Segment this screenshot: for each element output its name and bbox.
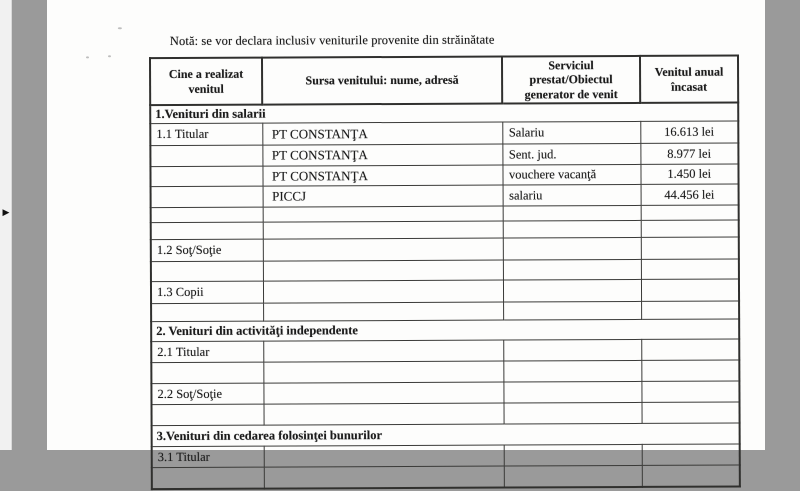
- table-cell: [150, 166, 262, 186]
- table-cell: [263, 302, 503, 321]
- table-row: [150, 143, 738, 167]
- scan-speck: [86, 56, 89, 58]
- table-cell: 1.1 Titular: [150, 123, 262, 145]
- header-serviciul-prestat: Serviciul prestat/Obiectul generator de venit: [502, 56, 640, 104]
- table-row: [152, 402, 740, 426]
- table-cell: [263, 260, 503, 281]
- table-cell: [641, 301, 739, 319]
- table-cell: [503, 206, 641, 222]
- section-label: 1.Venituri din salarii: [150, 103, 738, 124]
- table-cell: [151, 207, 263, 222]
- scan-speck: [108, 55, 111, 57]
- table-cell: [263, 382, 503, 404]
- table-cell: [504, 403, 642, 425]
- table-cell: [503, 302, 641, 321]
- table-cell: [503, 221, 641, 239]
- table-cell: [504, 466, 642, 488]
- table-cell: [503, 260, 641, 281]
- table-row: [151, 360, 739, 384]
- table-cell: [151, 261, 263, 281]
- table-cell: [152, 404, 264, 425]
- header-venitul-anual: Venitul anual încasat: [640, 56, 738, 104]
- table-cell: [151, 303, 263, 321]
- table-cell: 2.2 Soţ/Soţie: [151, 383, 263, 404]
- table-cell: [641, 279, 739, 301]
- table-cell: [503, 361, 641, 383]
- table-cell: [503, 340, 641, 362]
- table-cell: [263, 280, 503, 303]
- income-table: [149, 55, 741, 491]
- table-row: [151, 279, 739, 304]
- table-row: [150, 164, 738, 187]
- sidebar-expand-icon[interactable]: ▶: [2, 207, 10, 218]
- table-cell: vouchere vacanţă: [502, 165, 640, 186]
- table-cell: 1.2 Soţ/Soţie: [151, 239, 263, 261]
- table-cell: Sent. jud.: [502, 144, 640, 166]
- table-row: [152, 444, 740, 468]
- table-cell: [151, 222, 263, 239]
- table-cell: [642, 465, 740, 487]
- collapsed-sidebar: [0, 0, 12, 450]
- header-cine-a-realizat-venitul: Cine a realizat venitul: [150, 58, 262, 106]
- table-cell: [150, 145, 262, 166]
- table-header-row: [150, 56, 738, 106]
- section-row: [152, 423, 740, 447]
- table-cell: [641, 220, 739, 237]
- table-cell: [264, 403, 504, 425]
- section-row: [151, 319, 739, 342]
- table-cell: [263, 238, 503, 261]
- table-cell: salariu: [503, 185, 641, 207]
- table-cell: [151, 362, 263, 383]
- table-cell: [263, 206, 503, 222]
- table-cell: [264, 445, 504, 467]
- scanned-page: [47, 0, 765, 464]
- table-cell: [503, 382, 641, 404]
- table-cell: [504, 445, 642, 467]
- table-cell: PT CONSTANŢA: [262, 165, 502, 186]
- table-cell: Salariu: [502, 122, 640, 145]
- table-cell: 1.3 Copii: [151, 281, 263, 303]
- table-cell: [642, 444, 740, 465]
- table-row: [150, 121, 738, 146]
- table-cell: [264, 466, 504, 489]
- section-label: 2. Venituri din activităţi independente: [151, 319, 739, 342]
- section-label: 3.Venituri din cedarea folosinţei bunurilor: [152, 423, 740, 447]
- table-cell: 1.450 lei: [640, 164, 738, 184]
- declaration-note: Notă: se vor declara inclusiv veniturile provenite din străinătate: [169, 32, 495, 48]
- table-cell: [503, 280, 641, 303]
- table-cell: [641, 259, 739, 279]
- table-cell: PT CONSTANŢA: [262, 122, 502, 145]
- table-cell: [641, 237, 739, 259]
- table-cell: 8.977 lei: [640, 143, 738, 164]
- table-cell: 3.1 Titular: [152, 446, 264, 467]
- table-cell: [263, 221, 503, 239]
- table-row: [151, 184, 739, 208]
- table-cell: [641, 339, 739, 360]
- scan-layer: [47, 0, 767, 464]
- table-cell: 2.1 Titular: [151, 341, 263, 362]
- table-row: [151, 339, 739, 363]
- header-sursa-venitului: Sursa venitului: nume, adresă: [262, 57, 502, 105]
- table-cell: [641, 402, 739, 423]
- table-cell: PT CONSTANŢA: [262, 144, 502, 166]
- table-cell: [641, 381, 739, 402]
- scan-speck: [118, 27, 122, 29]
- table-cell: 16.613 lei: [640, 121, 738, 143]
- table-cell: [152, 467, 264, 489]
- table-cell: PICCJ: [263, 185, 503, 207]
- table-row: [152, 465, 740, 489]
- table-cell: 44.456 lei: [641, 184, 739, 205]
- table-cell: [263, 340, 503, 362]
- table-cell: [641, 360, 739, 381]
- table-cell: [263, 361, 503, 383]
- table-row: [151, 259, 739, 282]
- table-cell: [641, 205, 739, 220]
- table-cell: [151, 186, 263, 207]
- table-row: [151, 237, 739, 262]
- table-cell: [503, 238, 641, 261]
- table-row: [151, 381, 739, 405]
